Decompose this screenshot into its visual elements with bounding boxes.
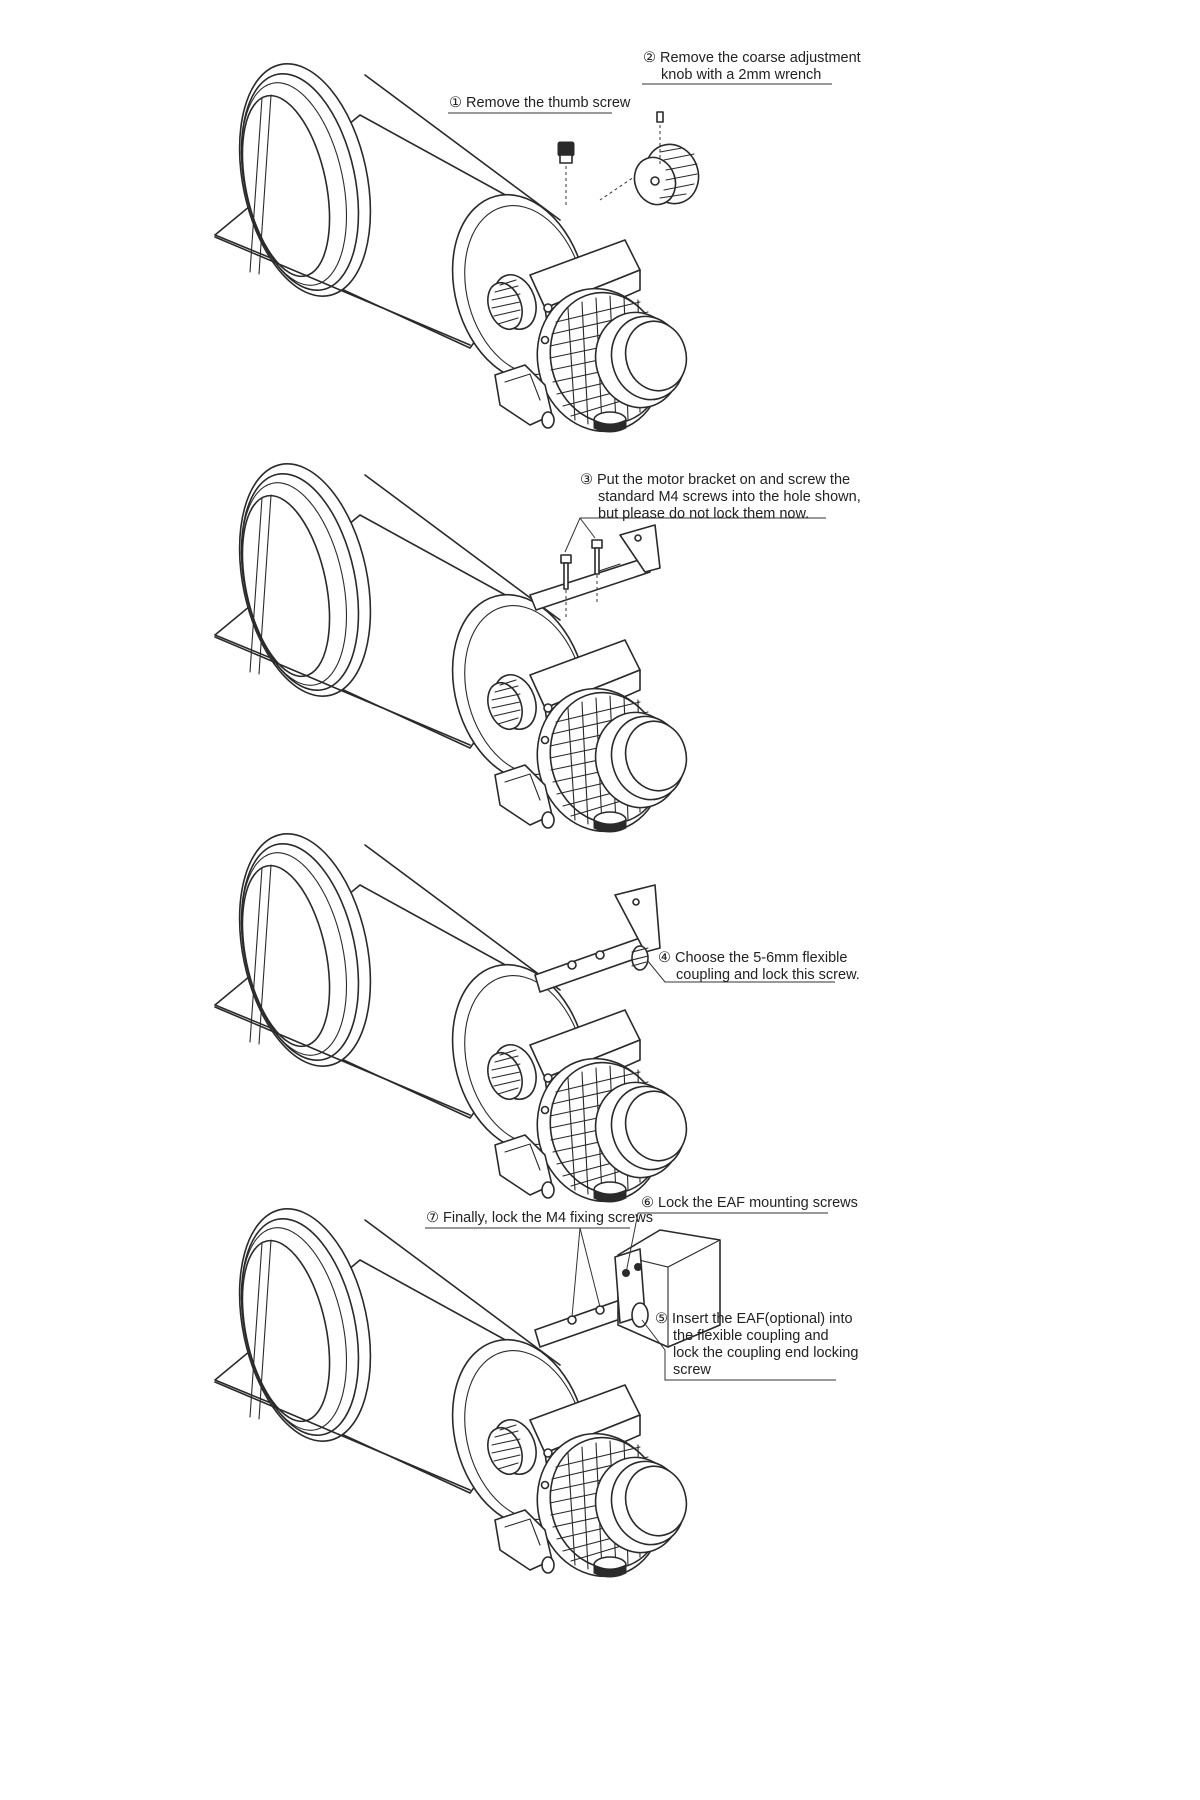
step-panel-3 (0, 810, 1200, 1170)
set-screw (657, 112, 663, 122)
telescope-illustration-3 (0, 810, 1200, 1170)
telescope-illustration-1 (0, 0, 1200, 430)
thumb-screw (558, 142, 574, 163)
step-5-caption: ⑤ Insert the EAF(optional) into the flexible coupling and lock the coupling end locking screw (655, 1311, 859, 1378)
step-6-caption: ⑥ Lock the EAF mounting screws (641, 1195, 858, 1211)
step-panel-4 (0, 1185, 1200, 1565)
step-7-caption: ⑦ Finally, lock the M4 fixing screws (426, 1210, 654, 1226)
step-4-caption: ④ Choose the 5-6mm flexible coupling and lock this screw. (658, 950, 860, 983)
step-1-caption: ① Remove the thumb screw (449, 95, 631, 111)
telescope-illustration-4 (0, 1185, 1200, 1565)
step-panel-1 (0, 0, 1200, 430)
step-panel-2 (0, 440, 1200, 820)
motor-bracket (535, 885, 660, 992)
coarse-adjustment-knob (628, 137, 707, 211)
step-3-caption: ③ Put the motor bracket on and screw the standard M4 screws into the hole shown, but please do not lock them now. (580, 472, 861, 522)
flexible-coupling (632, 946, 648, 970)
flexible-coupling (632, 1303, 648, 1327)
step-2-caption: ② Remove the coarse adjustment knob with a 2mm wrench (643, 50, 861, 83)
